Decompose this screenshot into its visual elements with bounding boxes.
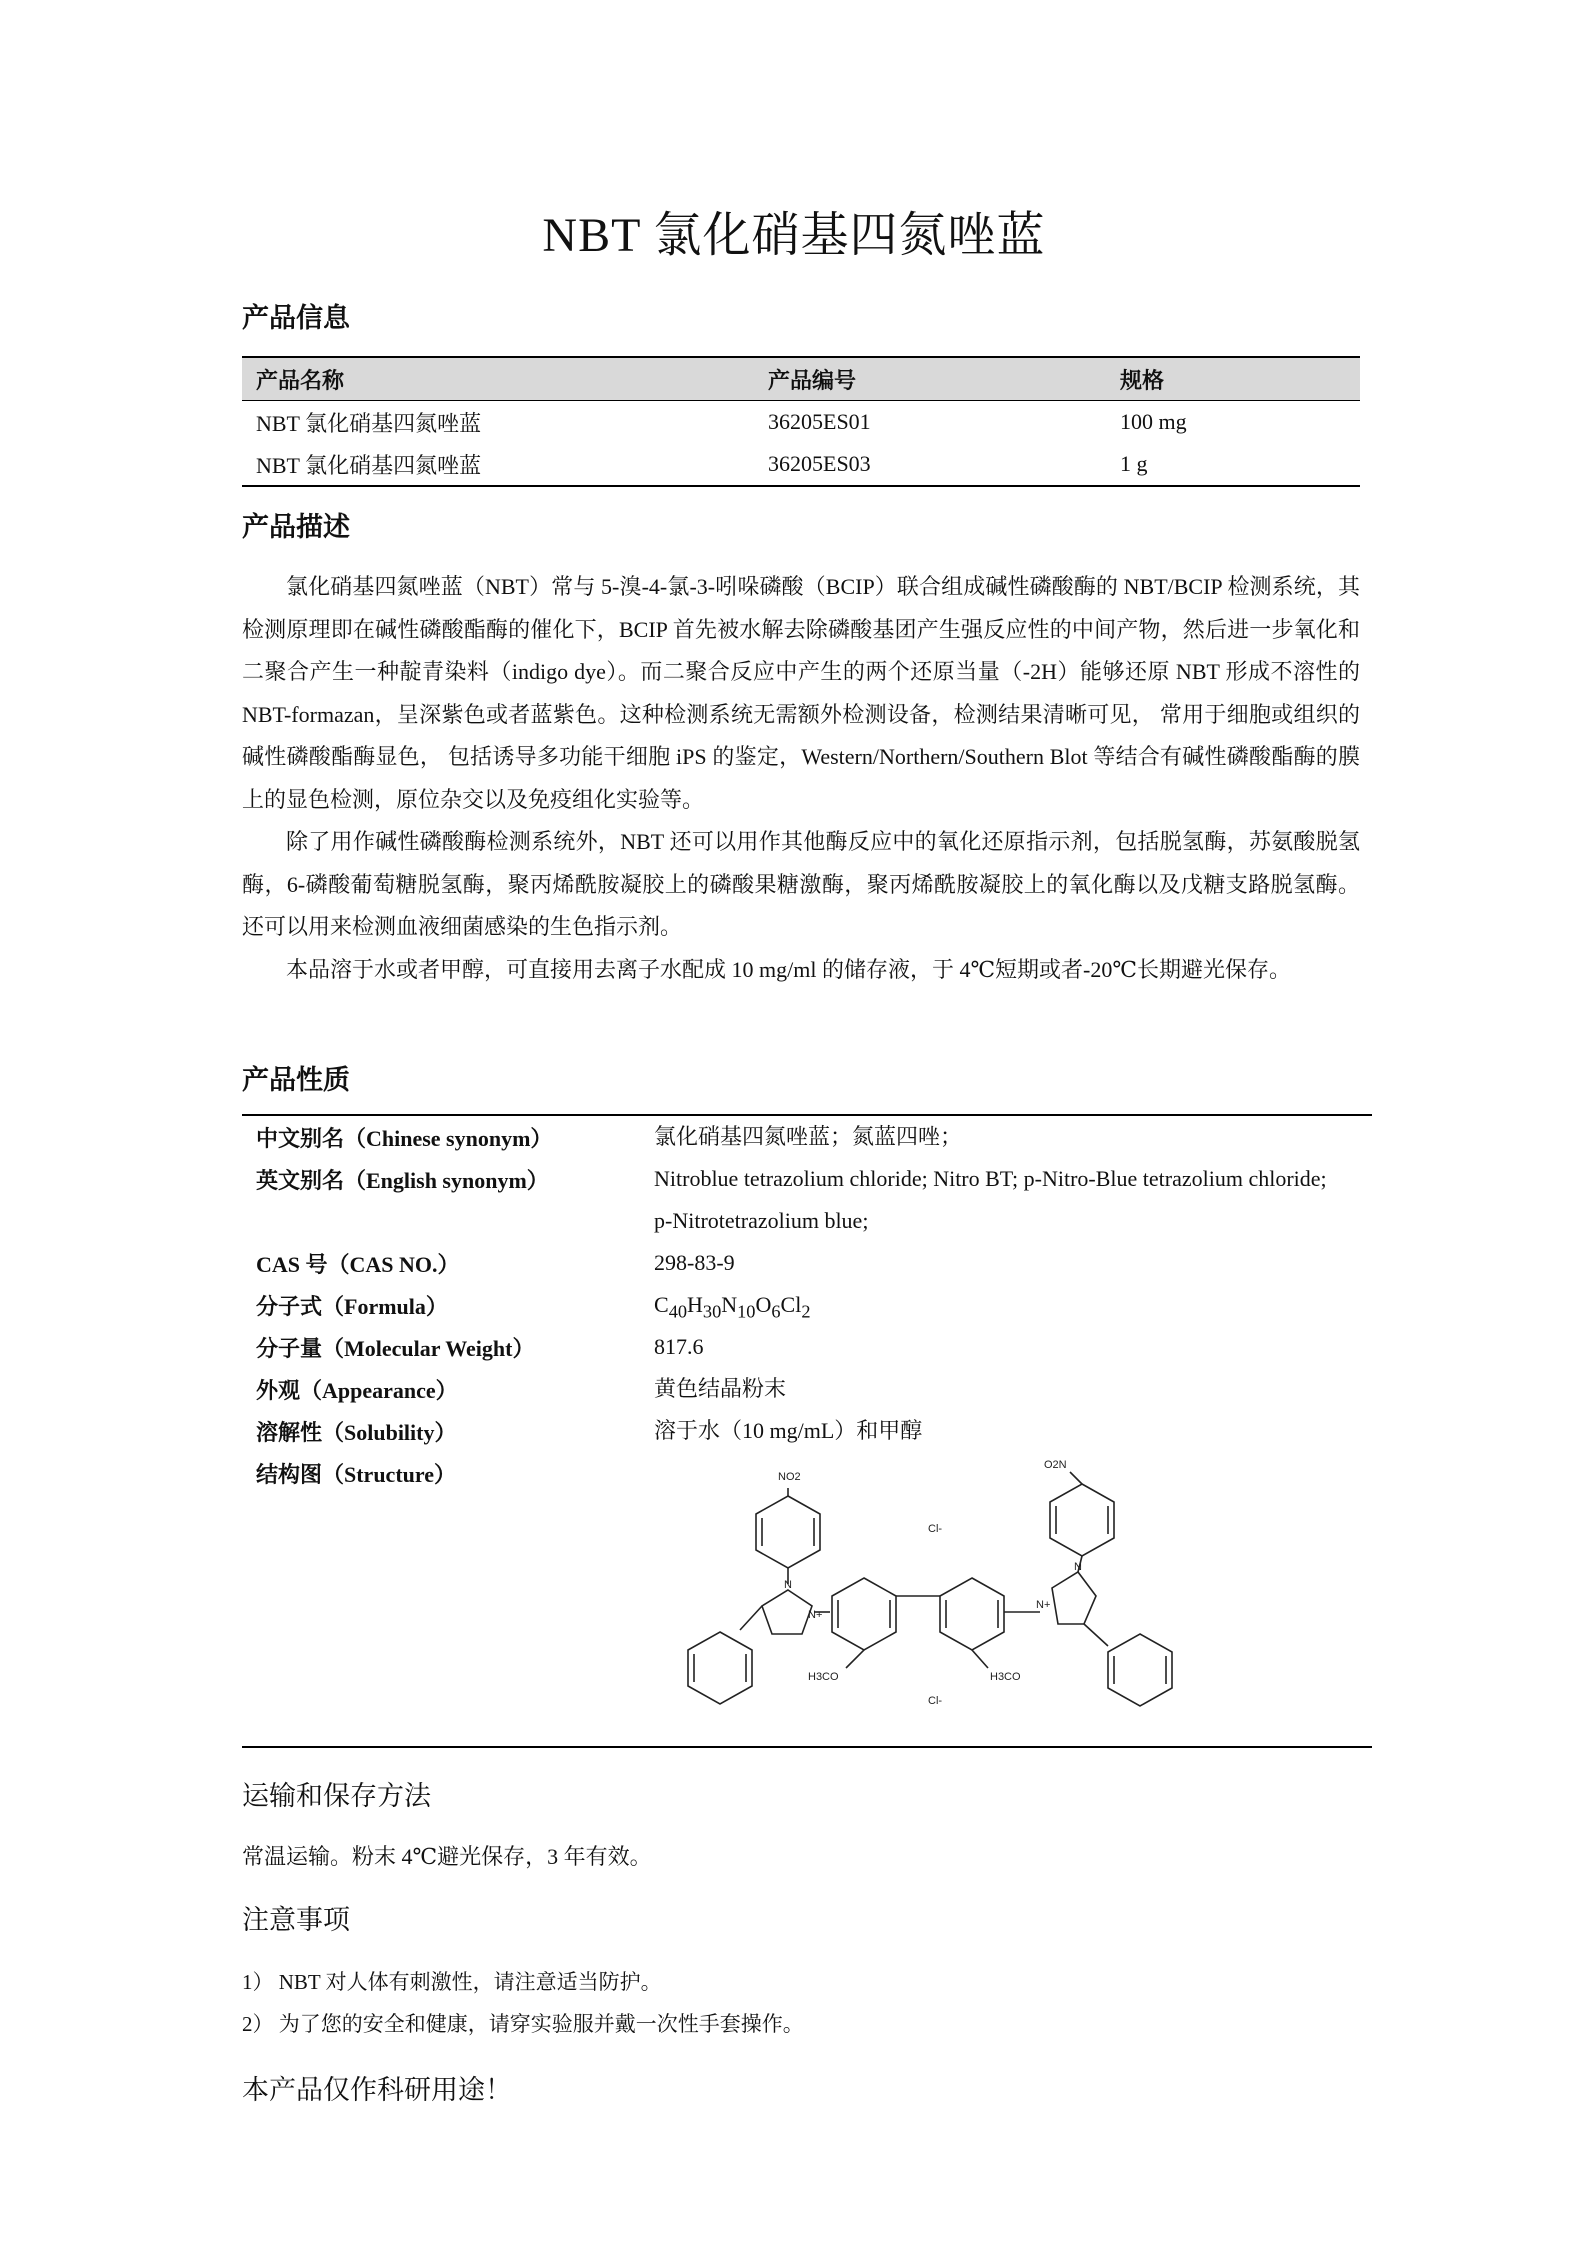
tetrazole-n-plus-label: N+ bbox=[1036, 1599, 1051, 1611]
table-header-row bbox=[242, 357, 1360, 401]
right-phenyl-ring bbox=[1108, 1634, 1172, 1706]
table-header-cell: 产品名称 bbox=[242, 357, 754, 401]
description-paragraph: 氯化硝基四氮唑蓝（NBT）常与 5-溴-4-氯-3-吲哚磷酸（BCIP）联合组成碱性磷酸酶的 NBT/BCIP 检测系统，其检测原理即在碱性磷酸酯酶的催化下，BCIP 首先被水解去除磷酸基团产生强反应性的中间产物，然后进一步氧化和二聚合产生一种靛青染料（indigo dye）。而二聚合反应中产生的两个还原当量（-2H）能够还原 NBT 形成不溶性的 NBT-formazan，呈深紫色或者蓝紫色。这种检测系统无需额外检测设备，检测结果清晰可见， 常用于细胞或组织的碱性磷酸酯酶显色， 包括诱导多功能干细胞 iPS 的鉴定，Western/Northern/Southern Blot 等结合有碱性磷酸酯酶的膜上的显色检测，原位杂交以及免疫组化实验等。 bbox=[242, 574, 1360, 812]
property-value-english-synonym: Nitroblue tetrazolium chloride; Nitro BT; p-Nitro-Blue tetrazolium chloride; p-Nitrotetrazolium blue; bbox=[654, 1166, 1327, 1233]
property-value-formula: $C_{40}H_{30}N_{10}O_6Cl_2$ bbox=[654, 1292, 811, 1322]
no2-label-left: NO2 bbox=[778, 1471, 801, 1483]
document-title: NBT 氯化硝基四氮唑蓝 bbox=[542, 209, 1046, 262]
properties-table bbox=[242, 1114, 1372, 1748]
tetrazole-n-label: N bbox=[784, 1579, 792, 1591]
property-key-cas: CAS 号（CAS NO.） bbox=[256, 1252, 460, 1277]
table-cell: 36205ES03 bbox=[754, 443, 1106, 486]
property-key-solubility: 溶解性（Solubility） bbox=[256, 1420, 457, 1445]
table-row bbox=[242, 401, 1360, 444]
note-item: 1） NBT 对人体有刺激性，请注意适当防护。 bbox=[242, 1970, 662, 1994]
table-cell: NBT 氯化硝基四氮唑蓝 bbox=[242, 443, 754, 486]
table-cell: 100 mg bbox=[1120, 409, 1187, 434]
table-row bbox=[242, 443, 1360, 486]
property-key-formula: 分子式（Formula） bbox=[256, 1294, 448, 1319]
property-value-solubility: 溶于水（10 mg/mL）和甲醇 bbox=[654, 1418, 923, 1443]
right-nitrophenyl-ring bbox=[1050, 1484, 1114, 1556]
product-info-table bbox=[242, 356, 1360, 487]
left-phenyl-ring bbox=[688, 1632, 752, 1704]
property-value-appearance: 黄色结晶粉末 bbox=[654, 1376, 787, 1401]
tetrazole-n-plus-label: N+ bbox=[808, 1609, 823, 1621]
methoxy-label-right: H3CO bbox=[990, 1671, 1021, 1683]
description-body bbox=[242, 566, 1360, 991]
no2-label-right: O2N bbox=[1044, 1459, 1067, 1471]
table-header-cell: 规格 bbox=[1106, 357, 1360, 401]
note-item: 2） 为了您的安全和健康，请穿实验服并戴一次性手套操作。 bbox=[242, 2012, 804, 2036]
chloride-label-top: Cl- bbox=[928, 1523, 943, 1535]
biphenyl-left-ring bbox=[832, 1578, 896, 1650]
left-nitrophenyl-ring bbox=[756, 1496, 820, 1568]
biphenyl-right-ring bbox=[940, 1578, 1004, 1650]
section-heading-description: 产品描述 bbox=[242, 512, 350, 542]
description-paragraph: 本品溶于水或者甲醇，可直接用去离子水配成 10 mg/ml 的储存液，于 4℃短期或者-20℃长期避光保存。 bbox=[286, 956, 1291, 982]
section-heading-properties: 产品性质 bbox=[242, 1065, 350, 1095]
table-cell: NBT 氯化硝基四氮唑蓝 bbox=[256, 410, 482, 436]
research-use-notice: 本产品仅作科研用途！ bbox=[242, 2075, 512, 2105]
tetrazole-n-label: N bbox=[1074, 1561, 1082, 1573]
property-value-chinese-synonym: 氯化硝基四氮唑蓝；氮蓝四唑； bbox=[654, 1124, 963, 1149]
left-tetrazole-ring bbox=[762, 1590, 812, 1634]
section-heading-product-info: 产品信息 bbox=[242, 303, 350, 333]
property-value-cas: 298-83-9 bbox=[654, 1250, 735, 1275]
property-key-structure: 结构图（Structure） bbox=[256, 1462, 457, 1487]
property-value-weight: 817.6 bbox=[654, 1334, 704, 1359]
property-key-weight: 分子量（Molecular Weight） bbox=[256, 1336, 535, 1361]
table-cell: 1 g bbox=[1106, 443, 1360, 486]
property-key-english-synonym: 英文别名（English synonym） bbox=[256, 1168, 549, 1193]
section-heading-notes: 注意事项 bbox=[242, 1905, 350, 1935]
storage-text: 常温运输。粉末 4℃避光保存，3 年有效。 bbox=[242, 1844, 652, 1869]
property-key-chinese-synonym: 中文别名（Chinese synonym） bbox=[256, 1126, 553, 1151]
methoxy-label-left: H3CO bbox=[808, 1671, 839, 1683]
section-heading-storage: 运输和保存方法 bbox=[242, 1781, 431, 1811]
table-header-cell: 产品编号 bbox=[754, 357, 1106, 401]
nbt-structure-diagram bbox=[650, 1448, 1370, 1740]
right-tetrazole-ring bbox=[1052, 1572, 1096, 1624]
chloride-label-bottom: Cl- bbox=[928, 1695, 943, 1707]
property-key-appearance: 外观（Appearance） bbox=[256, 1378, 458, 1403]
description-paragraph: 除了用作碱性磷酸酶检测系统外，NBT 还可以用作其他酶反应中的氧化还原指示剂，包括脱氢酶，苏氨酸脱氢酶，6-磷酸葡萄糖脱氢酶，聚丙烯酰胺凝胶上的磷酸果糖激酶，聚丙烯酰胺凝胶上的氧化酶以及戊糖支路脱氢酶。还可以用来检测血液细菌感染的生色指示剂。 bbox=[242, 829, 1360, 939]
table-cell: 36205ES01 bbox=[768, 409, 871, 434]
